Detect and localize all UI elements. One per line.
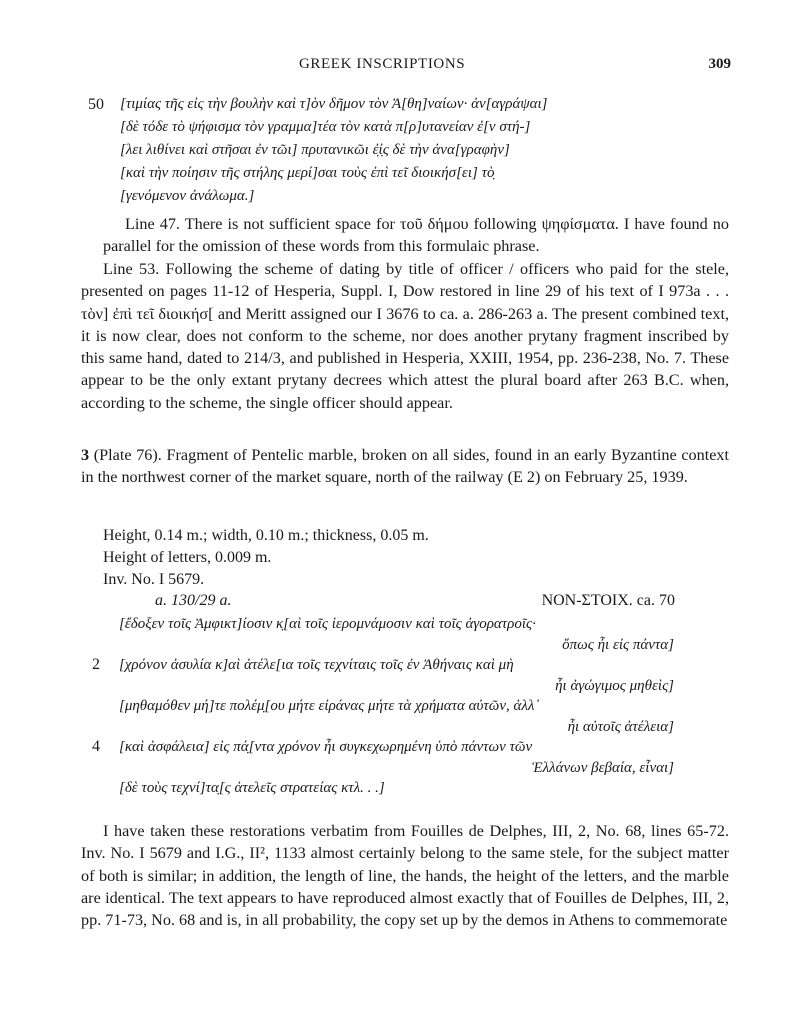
- page-header: [0, 56, 794, 76]
- greek-continuation: Ἑλλάνων βεβαία, εἶναι]: [531, 759, 674, 776]
- greek-continuation: ἦι ἀγώγιμος μηθεὶς]: [555, 677, 674, 694]
- greek-text: [καὶ τὴν ποίησιν τῆς στήλης μερί]σαι τοὺς ἐπὶ τεῖ διοικήσ[ει] τὸ̣: [120, 165, 495, 181]
- inscription-line: [92, 696, 702, 717]
- inscription-line: [88, 139, 688, 162]
- inscription-line: [92, 655, 702, 676]
- stoich-style: NON-ΣΤΟΙΧ. ca. 70: [541, 592, 675, 609]
- greek-text: [χρόνον ἀσυλία κ]αὶ ἀτέλε[ια τοῖς τεχνίταις τοῖς ἐν Ἀθήναις καὶ μὴ: [119, 657, 514, 673]
- inscription-line: [88, 93, 688, 116]
- greek-text: [δὲ τοὺς τεχνί]τα̣[ς ἀτελεῖς στρατείας κτλ. . .]: [119, 780, 385, 796]
- greek-text: [τιμίας τῆς εἰς τὴν βουλὴν καὶ τ]ὸν δῆμον τὸν Ἀ[θη]ναίων· ἀν[αγράψαι]: [120, 96, 548, 112]
- inscription-line: [88, 185, 688, 208]
- inscription-continuation: [92, 635, 702, 656]
- greek-text: [ἔδοξεν τοῖς Ἀμφικτ]ίοσιν κ̣[αὶ τοῖς ἱερομνάμοσιν καὶ τοῖς ἀγορατροῖς·: [119, 616, 536, 632]
- inscription-line: [92, 778, 702, 799]
- inscription-line: [88, 162, 688, 185]
- inscription: [92, 614, 702, 799]
- line-number: 4: [92, 738, 100, 755]
- inscription-line: [92, 737, 702, 758]
- entry-number: 3: [81, 446, 90, 464]
- line-number: 2: [92, 656, 100, 673]
- inscription-continuation: [92, 676, 702, 697]
- greek-text: [γενόμενον ἀνάλωμα.]: [120, 188, 255, 204]
- greek-continuation: ὅπως ἦι εἰς πάντα]: [562, 636, 674, 653]
- inventory-number: Inv. No. I 5679.: [103, 571, 205, 588]
- line-number: 50: [88, 96, 104, 113]
- inscription-line: [88, 116, 688, 139]
- greek-text: [λει λιθίνει καὶ στῆσαι ἐν τῶι] πρυτανικῶι ἐ̣ἰ̣ς δὲ τὴν ἀνα[γραφὴν]: [120, 142, 510, 158]
- entry-description: [81, 444, 729, 489]
- greek-continuation: ἦι αὐτοῖς ἀτέλεια]: [567, 718, 674, 735]
- greek-text: [καὶ ἀσφάλεια] εἰς πά̣[ντα χρόνον ἦι συγκεχωρημένη ὑπὸ πάντων τῶν: [119, 739, 533, 755]
- greek-text: [μηθαμόθεν μή]τε πολέμ̣[ου μήτε εἰράνας μήτε τὰ χρήματα αὐτῶν, ἀλλ᾽: [119, 698, 540, 714]
- top-inscription: [88, 93, 688, 208]
- running-title: GREEK INSCRIPTIONS: [299, 56, 466, 72]
- inscription-continuation: [92, 717, 702, 738]
- inscription-continuation: [92, 758, 702, 779]
- date-row: [155, 592, 675, 612]
- greek-text: [δὲ τόδε τὸ ψήφισμα τὸν γραμμα]τέα τὸν κατὰ π[ρ]υτανείαν ἐ[ν στή-]: [120, 119, 531, 135]
- letter-height: Height of letters, 0.009 m.: [103, 549, 272, 566]
- page-number: 309: [708, 56, 731, 72]
- entry-description-text: (Plate 76). Fragment of Pentelic marble, broken on all sides, found in an early Byzantine context in the northwest corner of the market square, north of the railway (E 2) on February 25, 1939.: [81, 446, 729, 487]
- commentary-line-53: Line 53. Following the scheme of dating by title of officer / officers who paid for the stele, presented on pages 11-12 of Hesperia, Suppl. I, Dow restored in line 29 of his text of I 973a . . . τὸν] ἐπὶ τεῖ διοικήσ[ and Meritt assigned our I 3676 to ca. a. 286-263 a. The present combined text, it is now clear, does not conform to the scheme, nor does another prytany fragment inscribed by this same hand, dated to 214/3, and published in Hesperia, XXIII, 1954, pp. 236-238, No. 7. These appear to be the only extant prytany decrees which attest the plural board after 263 B.C. when, according to the scheme, the single officer should appear.: [81, 260, 729, 412]
- date: a. 130/29 a.: [155, 592, 232, 609]
- inscription-line: [92, 614, 702, 635]
- commentary-line-47: Line 47. There is not sufficient space for τοῦ δήμου following ψηφίσματα. I have found no parallel for the omission of these words from this formulaic phrase.: [103, 215, 729, 256]
- closing-paragraph: I have taken these restorations verbatim from Fouilles de Delphes, III, 2, No. 68, lines 65-72. Inv. No. I 5679 and I.G., II², 1133 almost certainly belong to the same stele, for the subject matter of both is similar; in addition, the length of line, the hands, the height of the letters, and the marble are identical. The text appears to have reproduced almost exactly that of Fouilles de Delphes, III, 2, pp. 71-73, No. 68 and is, in all probability, the copy set up by the demos in Athens to commemorate: [81, 822, 729, 930]
- dimensions: Height, 0.14 m.; width, 0.10 m.; thickness, 0.05 m.: [103, 527, 429, 544]
